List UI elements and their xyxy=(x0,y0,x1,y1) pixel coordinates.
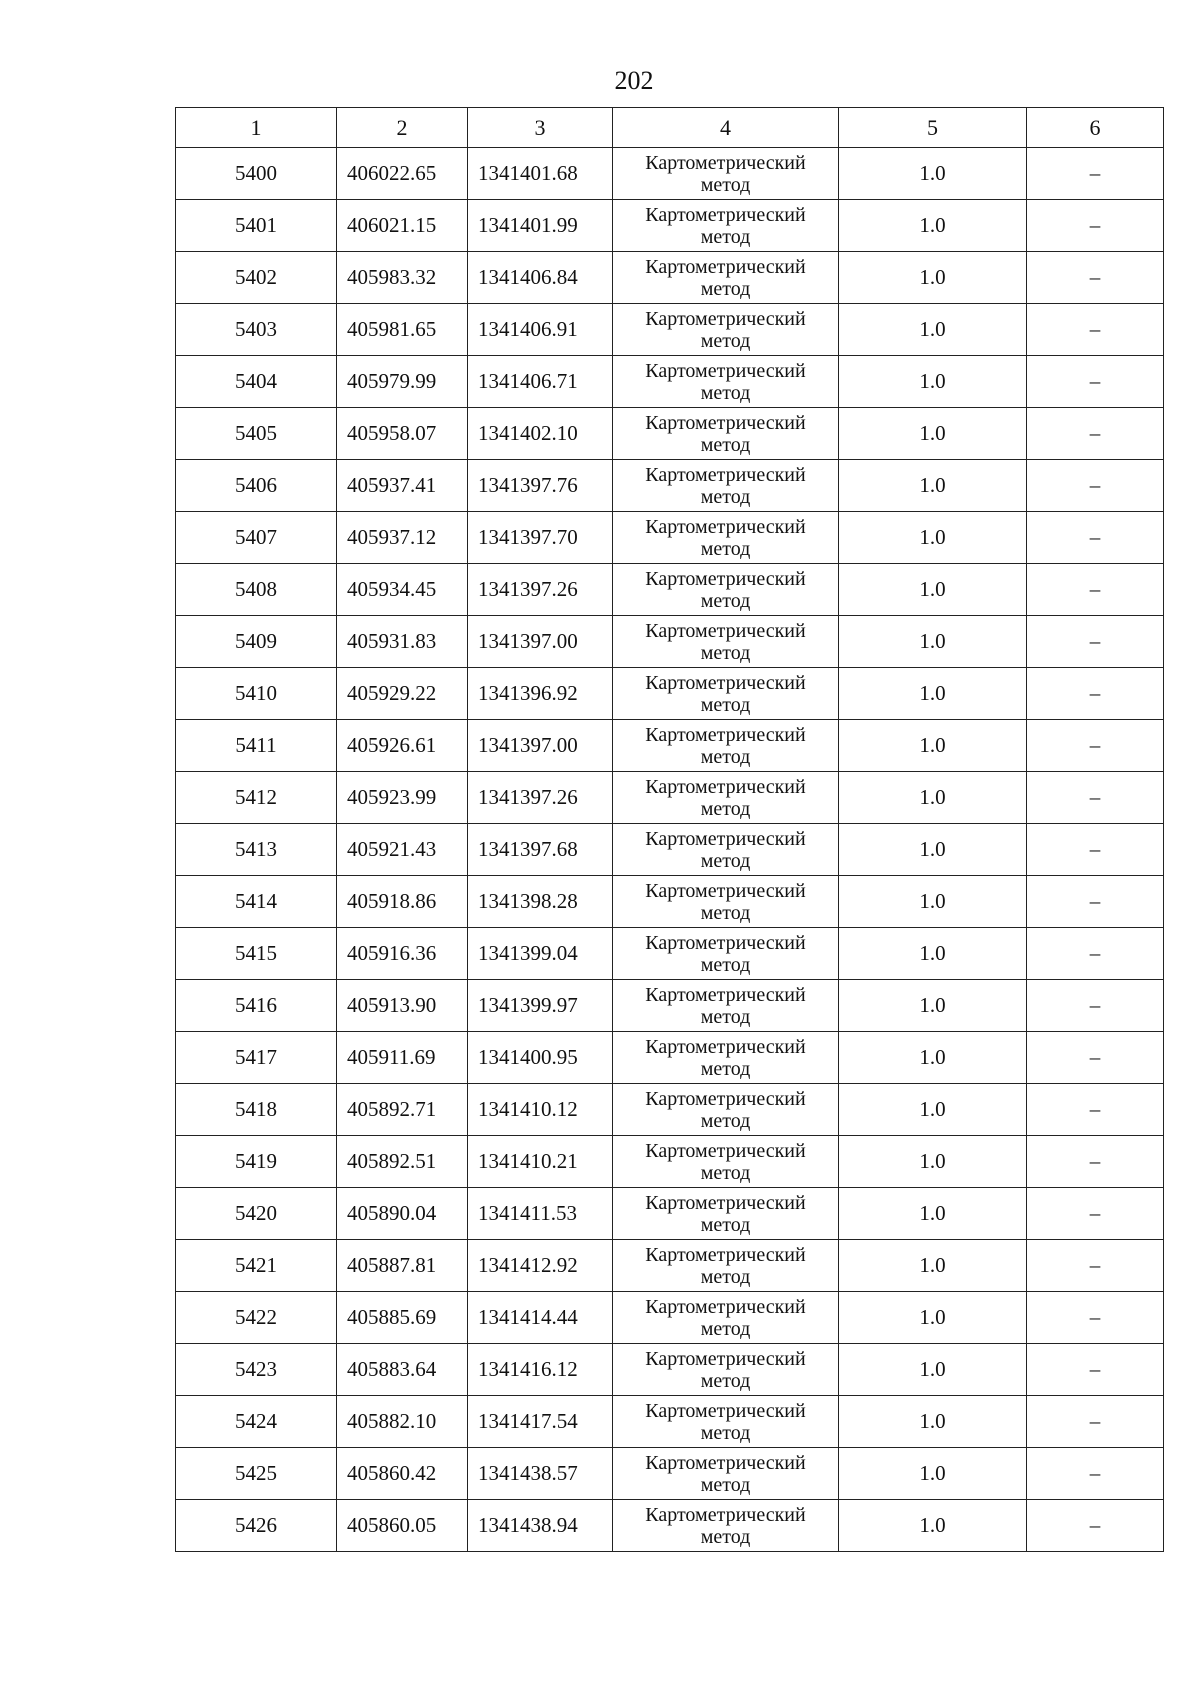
point-number-cell: 5422 xyxy=(176,1292,337,1344)
method-cell xyxy=(613,252,839,304)
accuracy-cell: 1.0 xyxy=(839,980,1027,1032)
method-text-line1: Картометрический xyxy=(645,307,806,330)
note-cell: – xyxy=(1027,876,1164,928)
table-row xyxy=(176,1188,1164,1240)
method-text-line2: метод xyxy=(700,1265,751,1288)
method-text-line1: Картометрический xyxy=(645,203,806,226)
point-number-cell: 5423 xyxy=(176,1344,337,1396)
point-number-cell: 5418 xyxy=(176,1084,337,1136)
x-coordinate-cell: 405882.10 xyxy=(337,1396,468,1448)
point-number-cell: 5401 xyxy=(176,200,337,252)
method-cell xyxy=(613,824,839,876)
point-number-cell: 5425 xyxy=(176,1448,337,1500)
y-coordinate-cell: 1341406.71 xyxy=(468,356,613,408)
note-cell: – xyxy=(1027,1188,1164,1240)
table-row xyxy=(176,460,1164,512)
point-number-cell: 5408 xyxy=(176,564,337,616)
method-cell xyxy=(613,356,839,408)
method-text-line2: метод xyxy=(700,1421,751,1444)
method-text-line2: метод xyxy=(700,537,751,560)
y-coordinate-cell: 1341397.00 xyxy=(468,720,613,772)
accuracy-cell: 1.0 xyxy=(839,1136,1027,1188)
method-text-line2: метод xyxy=(700,1057,751,1080)
y-coordinate-cell: 1341438.57 xyxy=(468,1448,613,1500)
y-coordinate-cell: 1341400.95 xyxy=(468,1032,613,1084)
x-coordinate-cell: 405923.99 xyxy=(337,772,468,824)
x-coordinate-cell: 405937.12 xyxy=(337,512,468,564)
method-cell xyxy=(613,876,839,928)
x-coordinate-cell: 405890.04 xyxy=(337,1188,468,1240)
method-cell xyxy=(613,772,839,824)
note-cell: – xyxy=(1027,460,1164,512)
page-number: 202 xyxy=(614,66,654,95)
method-text-line2: метод xyxy=(700,1473,751,1496)
accuracy-cell: 1.0 xyxy=(839,668,1027,720)
y-coordinate-cell: 1341401.68 xyxy=(468,148,613,200)
point-number-cell: 5416 xyxy=(176,980,337,1032)
note-cell: – xyxy=(1027,252,1164,304)
note-cell: – xyxy=(1027,148,1164,200)
table-row xyxy=(176,1500,1164,1552)
note-cell: – xyxy=(1027,980,1164,1032)
note-cell: – xyxy=(1027,564,1164,616)
y-coordinate-cell: 1341414.44 xyxy=(468,1292,613,1344)
note-cell: – xyxy=(1027,668,1164,720)
table-row xyxy=(176,148,1164,200)
method-text-line2: метод xyxy=(700,173,751,196)
x-coordinate-cell: 405931.83 xyxy=(337,616,468,668)
point-number-cell: 5410 xyxy=(176,668,337,720)
y-coordinate-cell: 1341397.26 xyxy=(468,772,613,824)
point-number-cell: 5406 xyxy=(176,460,337,512)
method-text-line1: Картометрический xyxy=(645,463,806,486)
point-number-cell: 5409 xyxy=(176,616,337,668)
method-text-line2: метод xyxy=(700,641,751,664)
method-text-line2: метод xyxy=(700,589,751,612)
x-coordinate-cell: 406021.15 xyxy=(337,200,468,252)
table-row xyxy=(176,1240,1164,1292)
method-text-line1: Картометрический xyxy=(645,827,806,850)
y-coordinate-cell: 1341398.28 xyxy=(468,876,613,928)
x-coordinate-cell: 405916.36 xyxy=(337,928,468,980)
accuracy-cell: 1.0 xyxy=(839,928,1027,980)
table-row xyxy=(176,252,1164,304)
point-number-cell: 5415 xyxy=(176,928,337,980)
method-text-line1: Картометрический xyxy=(645,931,806,954)
note-cell: – xyxy=(1027,1032,1164,1084)
method-text-line1: Картометрический xyxy=(645,1243,806,1266)
y-coordinate-cell: 1341397.00 xyxy=(468,616,613,668)
method-text-line2: метод xyxy=(700,693,751,716)
accuracy-cell: 1.0 xyxy=(839,200,1027,252)
method-text-line1: Картометрический xyxy=(645,775,806,798)
method-cell xyxy=(613,616,839,668)
table-row xyxy=(176,512,1164,564)
table-row xyxy=(176,824,1164,876)
method-text-line2: метод xyxy=(700,849,751,872)
method-text-line1: Картометрический xyxy=(645,1139,806,1162)
method-text-line1: Картометрический xyxy=(645,983,806,1006)
method-text-line1: Картометрический xyxy=(645,1035,806,1058)
method-text-line2: метод xyxy=(700,1525,751,1548)
accuracy-cell: 1.0 xyxy=(839,616,1027,668)
point-number-cell: 5402 xyxy=(176,252,337,304)
accuracy-cell: 1.0 xyxy=(839,772,1027,824)
note-cell: – xyxy=(1027,1500,1164,1552)
method-text-line1: Картометрический xyxy=(645,567,806,590)
accuracy-cell: 1.0 xyxy=(839,1032,1027,1084)
accuracy-cell: 1.0 xyxy=(839,824,1027,876)
point-number-cell: 5420 xyxy=(176,1188,337,1240)
x-coordinate-cell: 405911.69 xyxy=(337,1032,468,1084)
method-text-line2: метод xyxy=(700,901,751,924)
table-row xyxy=(176,1344,1164,1396)
note-cell: – xyxy=(1027,1292,1164,1344)
method-text-line2: метод xyxy=(700,745,751,768)
point-number-cell: 5419 xyxy=(176,1136,337,1188)
method-text-line2: метод xyxy=(700,485,751,508)
table-row xyxy=(176,1136,1164,1188)
x-coordinate-cell: 405887.81 xyxy=(337,1240,468,1292)
method-cell xyxy=(613,1032,839,1084)
accuracy-cell: 1.0 xyxy=(839,876,1027,928)
table-body xyxy=(176,148,1164,1552)
y-coordinate-cell: 1341417.54 xyxy=(468,1396,613,1448)
method-text-line2: метод xyxy=(700,329,751,352)
method-cell xyxy=(613,148,839,200)
x-coordinate-cell: 405913.90 xyxy=(337,980,468,1032)
method-text-line1: Картометрический xyxy=(645,1503,806,1526)
accuracy-cell: 1.0 xyxy=(839,1240,1027,1292)
table-row xyxy=(176,356,1164,408)
method-text-line1: Картометрический xyxy=(645,411,806,434)
column-header-3: 3 xyxy=(468,108,613,148)
note-cell: – xyxy=(1027,356,1164,408)
note-cell: – xyxy=(1027,1240,1164,1292)
y-coordinate-cell: 1341396.92 xyxy=(468,668,613,720)
method-cell xyxy=(613,564,839,616)
y-coordinate-cell: 1341402.10 xyxy=(468,408,613,460)
method-text-line1: Картометрический xyxy=(645,1087,806,1110)
method-text-line1: Картометрический xyxy=(645,1295,806,1318)
table-row xyxy=(176,876,1164,928)
note-cell: – xyxy=(1027,408,1164,460)
accuracy-cell: 1.0 xyxy=(839,148,1027,200)
y-coordinate-cell: 1341416.12 xyxy=(468,1344,613,1396)
table-row xyxy=(176,720,1164,772)
table-row xyxy=(176,1292,1164,1344)
accuracy-cell: 1.0 xyxy=(839,460,1027,512)
note-cell: – xyxy=(1027,200,1164,252)
table-row xyxy=(176,772,1164,824)
x-coordinate-cell: 405860.42 xyxy=(337,1448,468,1500)
point-number-cell: 5400 xyxy=(176,148,337,200)
column-header-2: 2 xyxy=(337,108,468,148)
method-cell xyxy=(613,668,839,720)
method-text-line1: Картометрический xyxy=(645,1191,806,1214)
point-number-cell: 5413 xyxy=(176,824,337,876)
accuracy-cell: 1.0 xyxy=(839,1448,1027,1500)
method-text-line1: Картометрический xyxy=(645,619,806,642)
x-coordinate-cell: 405883.64 xyxy=(337,1344,468,1396)
method-cell xyxy=(613,1292,839,1344)
method-text-line2: метод xyxy=(700,1369,751,1392)
y-coordinate-cell: 1341397.68 xyxy=(468,824,613,876)
method-cell xyxy=(613,720,839,772)
method-cell xyxy=(613,512,839,564)
method-text-line2: метод xyxy=(700,1005,751,1028)
y-coordinate-cell: 1341399.97 xyxy=(468,980,613,1032)
column-header-1: 1 xyxy=(176,108,337,148)
point-number-cell: 5424 xyxy=(176,1396,337,1448)
point-number-cell: 5407 xyxy=(176,512,337,564)
note-cell: – xyxy=(1027,720,1164,772)
point-number-cell: 5403 xyxy=(176,304,337,356)
accuracy-cell: 1.0 xyxy=(839,1344,1027,1396)
accuracy-cell: 1.0 xyxy=(839,304,1027,356)
note-cell: – xyxy=(1027,1136,1164,1188)
x-coordinate-cell: 405937.41 xyxy=(337,460,468,512)
method-cell xyxy=(613,980,839,1032)
y-coordinate-cell: 1341410.12 xyxy=(468,1084,613,1136)
method-cell xyxy=(613,1136,839,1188)
point-number-cell: 5404 xyxy=(176,356,337,408)
table-row xyxy=(176,304,1164,356)
y-coordinate-cell: 1341411.53 xyxy=(468,1188,613,1240)
x-coordinate-cell: 405958.07 xyxy=(337,408,468,460)
point-number-cell: 5412 xyxy=(176,772,337,824)
method-cell xyxy=(613,304,839,356)
table-row xyxy=(176,1396,1164,1448)
method-text-line2: метод xyxy=(700,1317,751,1340)
note-cell: – xyxy=(1027,1396,1164,1448)
table-row xyxy=(176,200,1164,252)
method-text-line2: метод xyxy=(700,797,751,820)
method-cell xyxy=(613,1500,839,1552)
method-cell xyxy=(613,1396,839,1448)
accuracy-cell: 1.0 xyxy=(839,408,1027,460)
y-coordinate-cell: 1341397.26 xyxy=(468,564,613,616)
x-coordinate-cell: 405983.32 xyxy=(337,252,468,304)
accuracy-cell: 1.0 xyxy=(839,1188,1027,1240)
point-number-cell: 5414 xyxy=(176,876,337,928)
note-cell: – xyxy=(1027,1084,1164,1136)
x-coordinate-cell: 405860.05 xyxy=(337,1500,468,1552)
column-header-6: 6 xyxy=(1027,108,1164,148)
method-text-line2: метод xyxy=(700,953,751,976)
x-coordinate-cell: 405921.43 xyxy=(337,824,468,876)
method-text-line1: Картометрический xyxy=(645,723,806,746)
accuracy-cell: 1.0 xyxy=(839,1292,1027,1344)
point-number-cell: 5417 xyxy=(176,1032,337,1084)
table-row xyxy=(176,564,1164,616)
note-cell: – xyxy=(1027,772,1164,824)
note-cell: – xyxy=(1027,1448,1164,1500)
y-coordinate-cell: 1341406.84 xyxy=(468,252,613,304)
method-cell xyxy=(613,1240,839,1292)
note-cell: – xyxy=(1027,824,1164,876)
accuracy-cell: 1.0 xyxy=(839,720,1027,772)
point-number-cell: 5411 xyxy=(176,720,337,772)
x-coordinate-cell: 405885.69 xyxy=(337,1292,468,1344)
x-coordinate-cell: 406022.65 xyxy=(337,148,468,200)
coordinates-table xyxy=(175,107,1164,1552)
note-cell: – xyxy=(1027,616,1164,668)
method-text-line1: Картометрический xyxy=(645,1347,806,1370)
method-text-line1: Картометрический xyxy=(645,151,806,174)
method-cell xyxy=(613,200,839,252)
method-text-line2: метод xyxy=(700,381,751,404)
point-number-cell: 5405 xyxy=(176,408,337,460)
table-row xyxy=(176,668,1164,720)
x-coordinate-cell: 405892.71 xyxy=(337,1084,468,1136)
method-cell xyxy=(613,1344,839,1396)
note-cell: – xyxy=(1027,304,1164,356)
method-text-line2: метод xyxy=(700,1109,751,1132)
method-text-line1: Картометрический xyxy=(645,359,806,382)
accuracy-cell: 1.0 xyxy=(839,1396,1027,1448)
table-row xyxy=(176,616,1164,668)
method-cell xyxy=(613,460,839,512)
note-cell: – xyxy=(1027,1344,1164,1396)
table-row xyxy=(176,928,1164,980)
y-coordinate-cell: 1341438.94 xyxy=(468,1500,613,1552)
accuracy-cell: 1.0 xyxy=(839,356,1027,408)
table-row xyxy=(176,1448,1164,1500)
point-number-cell: 5426 xyxy=(176,1500,337,1552)
y-coordinate-cell: 1341399.04 xyxy=(468,928,613,980)
method-text-line2: метод xyxy=(700,433,751,456)
x-coordinate-cell: 405918.86 xyxy=(337,876,468,928)
accuracy-cell: 1.0 xyxy=(839,1500,1027,1552)
x-coordinate-cell: 405934.45 xyxy=(337,564,468,616)
method-cell xyxy=(613,408,839,460)
table-header xyxy=(176,108,1164,148)
x-coordinate-cell: 405929.22 xyxy=(337,668,468,720)
table-row xyxy=(176,1032,1164,1084)
method-text-line1: Картометрический xyxy=(645,255,806,278)
y-coordinate-cell: 1341410.21 xyxy=(468,1136,613,1188)
y-coordinate-cell: 1341412.92 xyxy=(468,1240,613,1292)
table-row xyxy=(176,408,1164,460)
x-coordinate-cell: 405981.65 xyxy=(337,304,468,356)
table-row xyxy=(176,980,1164,1032)
point-number-cell: 5421 xyxy=(176,1240,337,1292)
method-cell xyxy=(613,1084,839,1136)
x-coordinate-cell: 405926.61 xyxy=(337,720,468,772)
method-cell xyxy=(613,1448,839,1500)
method-text-line1: Картометрический xyxy=(645,1399,806,1422)
column-header-5: 5 xyxy=(839,108,1027,148)
method-text-line1: Картометрический xyxy=(645,879,806,902)
note-cell: – xyxy=(1027,512,1164,564)
accuracy-cell: 1.0 xyxy=(839,512,1027,564)
method-text-line1: Картометрический xyxy=(645,1451,806,1474)
method-text-line2: метод xyxy=(700,1161,751,1184)
method-cell xyxy=(613,1188,839,1240)
note-cell: – xyxy=(1027,928,1164,980)
accuracy-cell: 1.0 xyxy=(839,1084,1027,1136)
x-coordinate-cell: 405892.51 xyxy=(337,1136,468,1188)
y-coordinate-cell: 1341406.91 xyxy=(468,304,613,356)
header-row xyxy=(176,108,1164,148)
y-coordinate-cell: 1341397.76 xyxy=(468,460,613,512)
table-row xyxy=(176,1084,1164,1136)
method-text-line1: Картометрический xyxy=(645,671,806,694)
accuracy-cell: 1.0 xyxy=(839,564,1027,616)
column-header-4: 4 xyxy=(613,108,839,148)
method-text-line2: метод xyxy=(700,1213,751,1236)
y-coordinate-cell: 1341397.70 xyxy=(468,512,613,564)
x-coordinate-cell: 405979.99 xyxy=(337,356,468,408)
method-cell xyxy=(613,928,839,980)
method-text-line2: метод xyxy=(700,277,751,300)
y-coordinate-cell: 1341401.99 xyxy=(468,200,613,252)
method-text-line1: Картометрический xyxy=(645,515,806,538)
method-text-line2: метод xyxy=(700,225,751,248)
accuracy-cell: 1.0 xyxy=(839,252,1027,304)
